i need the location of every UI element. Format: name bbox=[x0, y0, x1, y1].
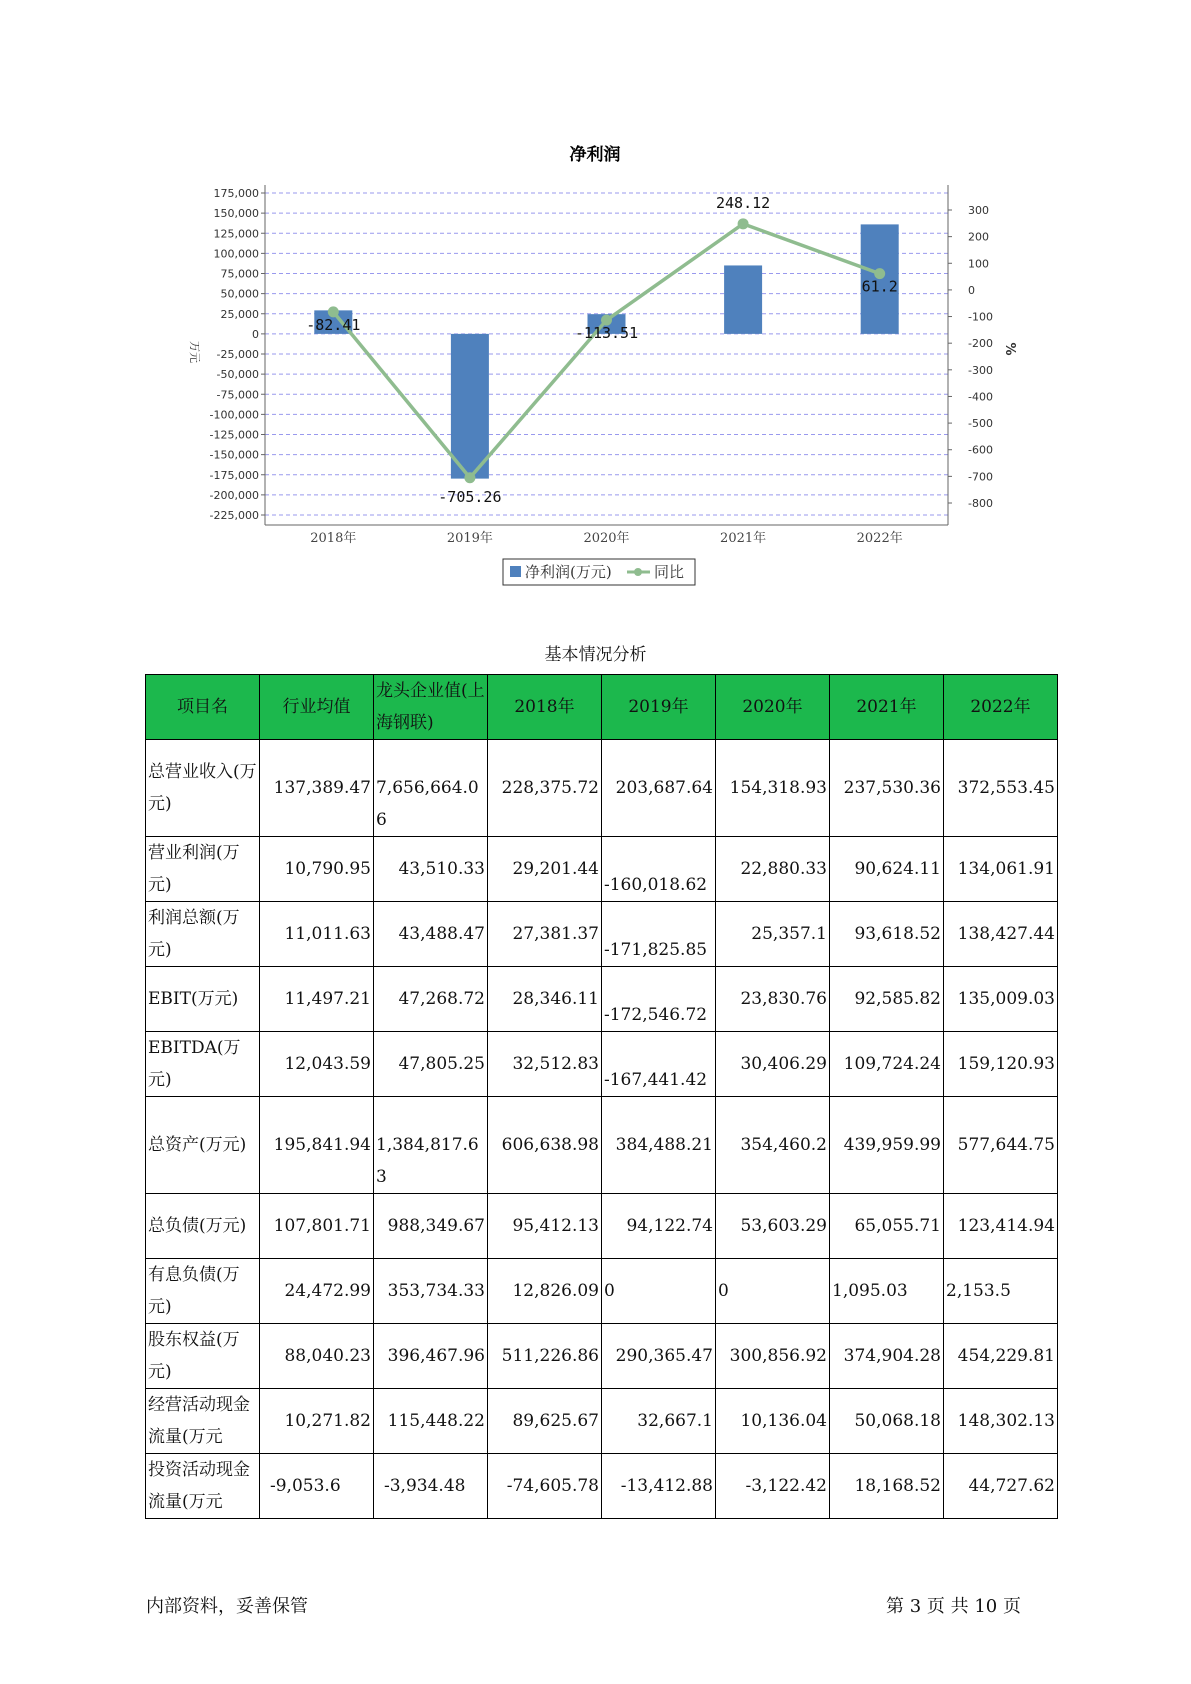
table-row bbox=[146, 1097, 1058, 1194]
table-cell: 90,624.11 bbox=[830, 837, 944, 902]
confidential-note: 内部资料，妥善保管 bbox=[146, 1596, 308, 1617]
table-cell: 23,830.76 bbox=[716, 967, 830, 1032]
y2-tick-label: 200 bbox=[968, 230, 989, 244]
table-cell: 27,381.37 bbox=[488, 902, 602, 967]
y-tick-label: -150,000 bbox=[209, 448, 259, 462]
table-cell: 123,414.94 bbox=[944, 1194, 1058, 1259]
table-cell: -171,825.85 bbox=[602, 902, 716, 967]
y-axis-label: 万元 bbox=[188, 341, 201, 363]
table-row bbox=[146, 1389, 1058, 1454]
table-row bbox=[146, 902, 1058, 967]
table-cell: -3,934.48 bbox=[374, 1454, 488, 1519]
y2-tick-label: -200 bbox=[968, 337, 993, 351]
y-tick-label: 150,000 bbox=[213, 207, 259, 221]
header-cell: 行业均值 bbox=[260, 675, 374, 740]
table-cell: 11,497.21 bbox=[260, 967, 374, 1032]
chart-legend bbox=[503, 559, 695, 585]
table-cell: 374,904.28 bbox=[830, 1324, 944, 1389]
table-cell: 237,530.36 bbox=[830, 740, 944, 837]
row-label: 总资产(万元) bbox=[146, 1097, 260, 1194]
y-tick-label: -225,000 bbox=[209, 509, 259, 522]
table-cell: 439,959.99 bbox=[830, 1097, 944, 1194]
table-cell: 12,826.09 bbox=[488, 1259, 602, 1324]
y-tick-label: -100,000 bbox=[209, 408, 259, 422]
yoy-line bbox=[333, 224, 879, 478]
data-label: -705.26 bbox=[438, 487, 502, 506]
table-cell: 137,389.47 bbox=[260, 740, 374, 837]
table-cell: -3,122.42 bbox=[716, 1454, 830, 1519]
x-tick-label: 2021年 bbox=[720, 531, 767, 546]
table-cell: 107,801.71 bbox=[260, 1194, 374, 1259]
table-cell: 135,009.03 bbox=[944, 967, 1058, 1032]
y-tick-label: 75,000 bbox=[220, 267, 259, 281]
y-tick-label: -125,000 bbox=[209, 428, 259, 442]
y-tick-label: 50,000 bbox=[220, 287, 259, 301]
y2-tick-label: -100 bbox=[968, 310, 993, 324]
table-cell: 10,790.95 bbox=[260, 837, 374, 902]
table-cell: 93,618.52 bbox=[830, 902, 944, 967]
row-label: 总营业收入(万元) bbox=[146, 740, 260, 837]
table-row bbox=[146, 1454, 1058, 1519]
yoy-point bbox=[738, 218, 749, 229]
table-cell: 53,603.29 bbox=[716, 1194, 830, 1259]
y2-tick-label: -500 bbox=[968, 417, 993, 431]
y-tick-label: 125,000 bbox=[213, 227, 259, 241]
x-tick-label: 2020年 bbox=[583, 531, 630, 546]
row-label: 投资活动现金流量(万元 bbox=[146, 1454, 260, 1519]
table-row bbox=[146, 837, 1058, 902]
y-tick-label: 175,000 bbox=[213, 187, 259, 200]
page-number: 第 3 页 共 10 页 bbox=[886, 1596, 1021, 1617]
header-cell: 2022年 bbox=[944, 675, 1058, 740]
data-label: 248.12 bbox=[716, 193, 771, 212]
table-cell: 30,406.29 bbox=[716, 1032, 830, 1097]
chart-data-labels bbox=[306, 194, 898, 506]
x-tick-label: 2019年 bbox=[446, 531, 493, 546]
table-cell: 134,061.91 bbox=[944, 837, 1058, 902]
y-tick-label: 0 bbox=[252, 327, 259, 341]
legend-line-label: 同比 bbox=[654, 563, 685, 581]
y-tick-label: 100,000 bbox=[213, 247, 259, 261]
table-cell: 988,349.67 bbox=[374, 1194, 488, 1259]
table-cell: 32,512.83 bbox=[488, 1032, 602, 1097]
basic-analysis-table bbox=[145, 674, 1058, 1519]
table-cell: -172,546.72 bbox=[602, 967, 716, 1032]
y-tick-label: -50,000 bbox=[216, 368, 259, 382]
y2-tick-label: -700 bbox=[968, 470, 993, 484]
table-cell: 47,268.72 bbox=[374, 967, 488, 1032]
table-header-row bbox=[146, 675, 1058, 740]
table-row bbox=[146, 1032, 1058, 1097]
yoy-point bbox=[464, 472, 475, 483]
header-cell: 2020年 bbox=[716, 675, 830, 740]
header-cell: 2018年 bbox=[488, 675, 602, 740]
row-label: EBIT(万元) bbox=[146, 967, 260, 1032]
table-cell: 95,412.13 bbox=[488, 1194, 602, 1259]
row-label: 总负债(万元) bbox=[146, 1194, 260, 1259]
row-label: 利润总额(万元) bbox=[146, 902, 260, 967]
table-cell: 25,357.1 bbox=[716, 902, 830, 967]
table-row bbox=[146, 1324, 1058, 1389]
data-label: -113.51 bbox=[574, 324, 639, 343]
table-cell: 203,687.64 bbox=[602, 740, 716, 837]
chart-line-series bbox=[328, 218, 885, 483]
table-cell: 511,226.86 bbox=[488, 1324, 602, 1389]
y-tick-label: -200,000 bbox=[209, 488, 259, 502]
table-cell: 10,271.82 bbox=[260, 1389, 374, 1454]
table-cell: 577,644.75 bbox=[944, 1097, 1058, 1194]
table-cell: 0 bbox=[602, 1259, 716, 1324]
header-cell: 2021年 bbox=[830, 675, 944, 740]
table-cell: 396,467.96 bbox=[374, 1324, 488, 1389]
table-cell: 115,448.22 bbox=[374, 1389, 488, 1454]
data-label: -82.41 bbox=[306, 315, 361, 334]
table-cell: 12,043.59 bbox=[260, 1032, 374, 1097]
table-cell: 7,656,664.06 bbox=[374, 740, 488, 837]
chart-bars bbox=[314, 224, 898, 478]
table-cell: 47,805.25 bbox=[374, 1032, 488, 1097]
table-cell: 29,201.44 bbox=[488, 837, 602, 902]
table-cell: 43,488.47 bbox=[374, 902, 488, 967]
table-cell: 354,460.2 bbox=[716, 1097, 830, 1194]
legend-bar-label: 净利润(万元) bbox=[525, 563, 612, 581]
table-cell: 228,375.72 bbox=[488, 740, 602, 837]
bar bbox=[724, 265, 762, 333]
y-tick-label: -175,000 bbox=[209, 468, 259, 482]
x-tick-label: 2018年 bbox=[310, 531, 357, 546]
chart-title: 净利润 bbox=[569, 145, 621, 165]
bar bbox=[451, 334, 489, 479]
y-tick-label: 25,000 bbox=[220, 307, 259, 321]
table-cell: 28,346.11 bbox=[488, 967, 602, 1032]
table-cell: 32,667.1 bbox=[602, 1389, 716, 1454]
y2-tick-label: -400 bbox=[968, 390, 993, 404]
table-cell: -13,412.88 bbox=[602, 1454, 716, 1519]
row-label: 经营活动现金流量(万元 bbox=[146, 1389, 260, 1454]
table-cell: 353,734.33 bbox=[374, 1259, 488, 1324]
table-row bbox=[146, 740, 1058, 837]
table-cell: 24,472.99 bbox=[260, 1259, 374, 1324]
y2-tick-label: 300 bbox=[968, 204, 989, 217]
y2-tick-label: 100 bbox=[968, 257, 989, 271]
table-cell: 1,384,817.63 bbox=[374, 1097, 488, 1194]
table-cell: 109,724.24 bbox=[830, 1032, 944, 1097]
table-cell: 88,040.23 bbox=[260, 1324, 374, 1389]
table-cell: 94,122.74 bbox=[602, 1194, 716, 1259]
row-label: EBITDA(万元) bbox=[146, 1032, 260, 1097]
net-profit-chart bbox=[0, 0, 1191, 600]
table-cell: 18,168.52 bbox=[830, 1454, 944, 1519]
header-cell: 龙头企业值(上海钢联) bbox=[374, 675, 488, 740]
table-cell: 44,727.62 bbox=[944, 1454, 1058, 1519]
legend-bar-swatch bbox=[510, 566, 521, 577]
y2-tick-label: -600 bbox=[968, 443, 993, 457]
table-cell: 138,427.44 bbox=[944, 902, 1058, 967]
table-cell: 454,229.81 bbox=[944, 1324, 1058, 1389]
y2-tick-label: -800 bbox=[968, 497, 993, 510]
table-caption: 基本情况分析 bbox=[544, 645, 647, 665]
y2-tick-label: 0 bbox=[968, 283, 975, 297]
table-cell: 65,055.71 bbox=[830, 1194, 944, 1259]
table-row bbox=[146, 1194, 1058, 1259]
table-cell: 1,095.03 bbox=[830, 1259, 944, 1324]
data-label: 61.2 bbox=[861, 277, 898, 296]
table-cell: 606,638.98 bbox=[488, 1097, 602, 1194]
table-cell: -9,053.6 bbox=[260, 1454, 374, 1519]
table-cell: 43,510.33 bbox=[374, 837, 488, 902]
table-cell: 11,011.63 bbox=[260, 902, 374, 967]
x-tick-label: 2022年 bbox=[856, 531, 903, 546]
table-cell: -74,605.78 bbox=[488, 1454, 602, 1519]
table-cell: 22,880.33 bbox=[716, 837, 830, 902]
table-cell: 300,856.92 bbox=[716, 1324, 830, 1389]
table-cell: 10,136.04 bbox=[716, 1389, 830, 1454]
table-cell: 2,153.5 bbox=[944, 1259, 1058, 1324]
table-row bbox=[146, 967, 1058, 1032]
header-cell: 项目名 bbox=[146, 675, 260, 740]
row-label: 有息负债(万元) bbox=[146, 1259, 260, 1324]
table-cell: 384,488.21 bbox=[602, 1097, 716, 1194]
table-cell: 154,318.93 bbox=[716, 740, 830, 837]
table-cell: 195,841.94 bbox=[260, 1097, 374, 1194]
table-cell: -167,441.42 bbox=[602, 1032, 716, 1097]
table-cell: 148,302.13 bbox=[944, 1389, 1058, 1454]
table-cell: 0 bbox=[716, 1259, 830, 1324]
table-cell: 159,120.93 bbox=[944, 1032, 1058, 1097]
table-cell: 89,625.67 bbox=[488, 1389, 602, 1454]
y2-tick-label: -300 bbox=[968, 363, 993, 377]
table-cell: 92,585.82 bbox=[830, 967, 944, 1032]
legend-line-marker bbox=[634, 568, 642, 576]
row-label: 营业利润(万元) bbox=[146, 837, 260, 902]
y2-axis-label: % bbox=[1002, 342, 1017, 356]
table-cell: -160,018.62 bbox=[602, 837, 716, 902]
table-cell: 50,068.18 bbox=[830, 1389, 944, 1454]
y-tick-label: -25,000 bbox=[216, 348, 259, 361]
y-tick-label: -75,000 bbox=[216, 388, 259, 402]
table-row bbox=[146, 1259, 1058, 1324]
row-label: 股东权益(万元) bbox=[146, 1324, 260, 1389]
header-cell: 2019年 bbox=[602, 675, 716, 740]
table-cell: 290,365.47 bbox=[602, 1324, 716, 1389]
table-cell: 372,553.45 bbox=[944, 740, 1058, 837]
